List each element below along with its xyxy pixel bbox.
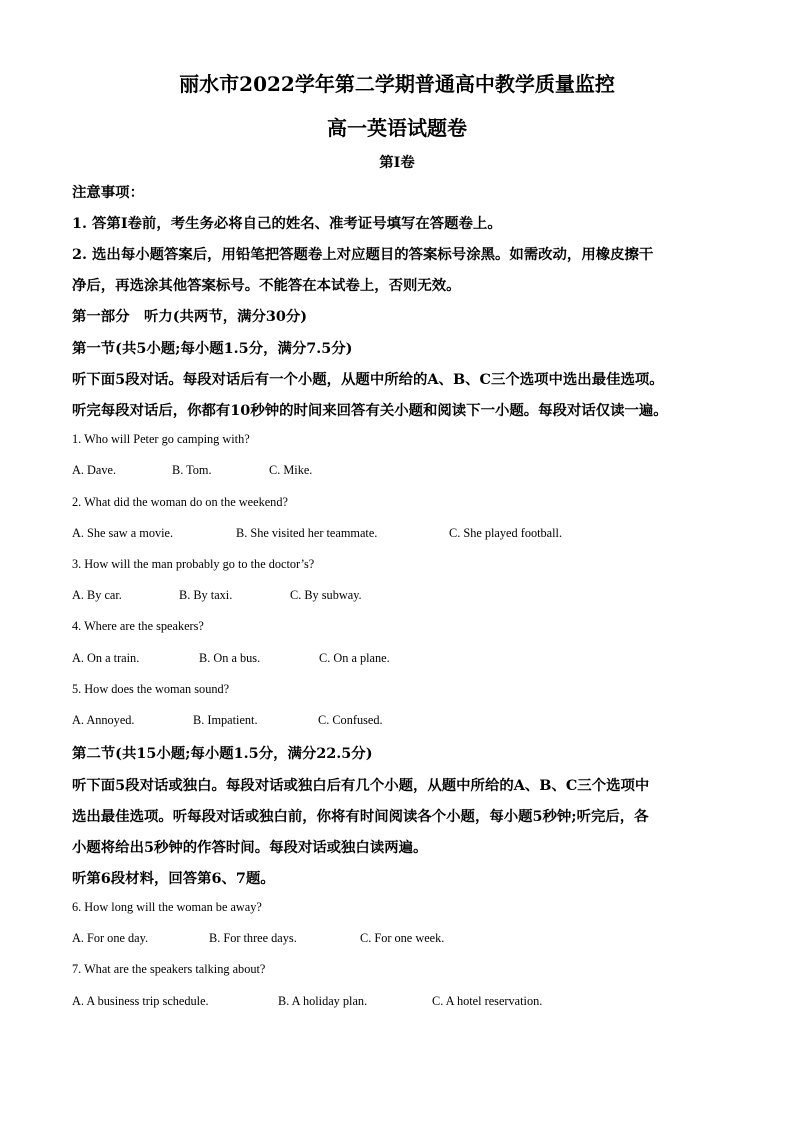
notice-heading: 注意事项： [72, 184, 144, 201]
notice-item-2-line-2: 净后，再选涂其他答案标号。不能答在本试卷上，否则无效。 [72, 277, 461, 294]
question-2-option-b: B. She visited her teammate. [236, 526, 378, 540]
question-4-option-c: C. On a plane. [319, 651, 390, 665]
material-6-heading: 听第6段材料，回答第6、7题。 [72, 870, 275, 887]
question-1-option-c: C. Mike. [269, 463, 313, 477]
question-3-option-b: B. By taxi. [179, 588, 233, 602]
section1-instruction-line-1: 听下面5段对话。每段对话后有一个小题，从题中所给的A、B、C三个选项中选出最佳选项。 [72, 371, 664, 388]
volume-label: 第I卷 [379, 154, 415, 171]
question-3-stem: 3. How will the man probably go to the doctor’s? [72, 557, 315, 571]
question-4-option-a: A. On a train. [72, 651, 140, 665]
question-6-stem: 6. How long will the woman be away? [72, 900, 262, 914]
question-6-option-c: C. For one week. [360, 931, 445, 945]
question-5-option-b: B. Impatient. [193, 713, 258, 727]
section2-instruction-line-2: 选出最佳选项。听每段对话或独白前，你将有时间阅读各个小题，每小题5秒钟;听完后，各 [72, 808, 649, 825]
question-4-option-b: B. On a bus. [199, 651, 261, 665]
question-6-option-a: A. For one day. [72, 931, 149, 945]
exam-title: 丽水市2022学年第二学期普通高中教学质量监控 [179, 72, 615, 96]
question-7-option-b: B. A holiday plan. [278, 994, 368, 1008]
question-1-option-b: B. Tom. [172, 463, 212, 477]
section1-instruction-line-2: 听完每段对话后，你都有10秒钟的时间来回答有关小题和阅读下一小题。每段对话仅读一遍。 [72, 402, 668, 419]
question-5-option-c: C. Confused. [318, 713, 383, 727]
section1-heading: 第一节(共5小题;每小题1.5分，满分7.5分) [72, 340, 353, 357]
question-7-stem: 7. What are the speakers talking about? [72, 962, 266, 976]
section2-instruction-line-3: 小题将给出5秒钟的作答时间。每段对话或独白读两遍。 [72, 839, 428, 856]
question-6-option-b: B. For three days. [209, 931, 297, 945]
exam-subtitle: 高一英语试题卷 [327, 116, 467, 140]
question-7-option-c: C. A hotel reservation. [432, 994, 543, 1008]
section2-instruction-line-1: 听下面5段对话或独白。每段对话或独白后有几个小题，从题中所给的A、B、C三个选项中 [72, 777, 650, 794]
part1-heading: 第一部分 听力(共两节，满分30分) [72, 308, 308, 325]
question-3-option-c: C. By subway. [290, 588, 362, 602]
question-3-option-a: A. By car. [72, 588, 122, 602]
question-2-option-a: A. She saw a movie. [72, 526, 174, 540]
question-2-option-c: C. She played football. [449, 526, 563, 540]
notice-item-2-line-1: 2. 选出每小题答案后，用铅笔把答题卷上对应题目的答案标号涂黑。如需改动，用橡皮擦干 [72, 246, 654, 263]
question-7-option-a: A. A business trip schedule. [72, 994, 209, 1008]
notice-item-1: 1. 答第I卷前，考生务必将自己的姓名、准考证号填写在答题卷上。 [72, 215, 502, 232]
question-2-stem: 2. What did the woman do on the weekend? [72, 495, 288, 509]
question-4-stem: 4. Where are the speakers? [72, 619, 204, 633]
question-1-option-a: A. Dave. [72, 463, 117, 477]
section2-heading: 第二节(共15小题;每小题1.5分，满分22.5分) [72, 745, 373, 762]
question-5-option-a: A. Annoyed. [72, 713, 135, 727]
question-5-stem: 5. How does the woman sound? [72, 682, 230, 696]
question-1-stem: 1. Who will Peter go camping with? [72, 432, 250, 446]
